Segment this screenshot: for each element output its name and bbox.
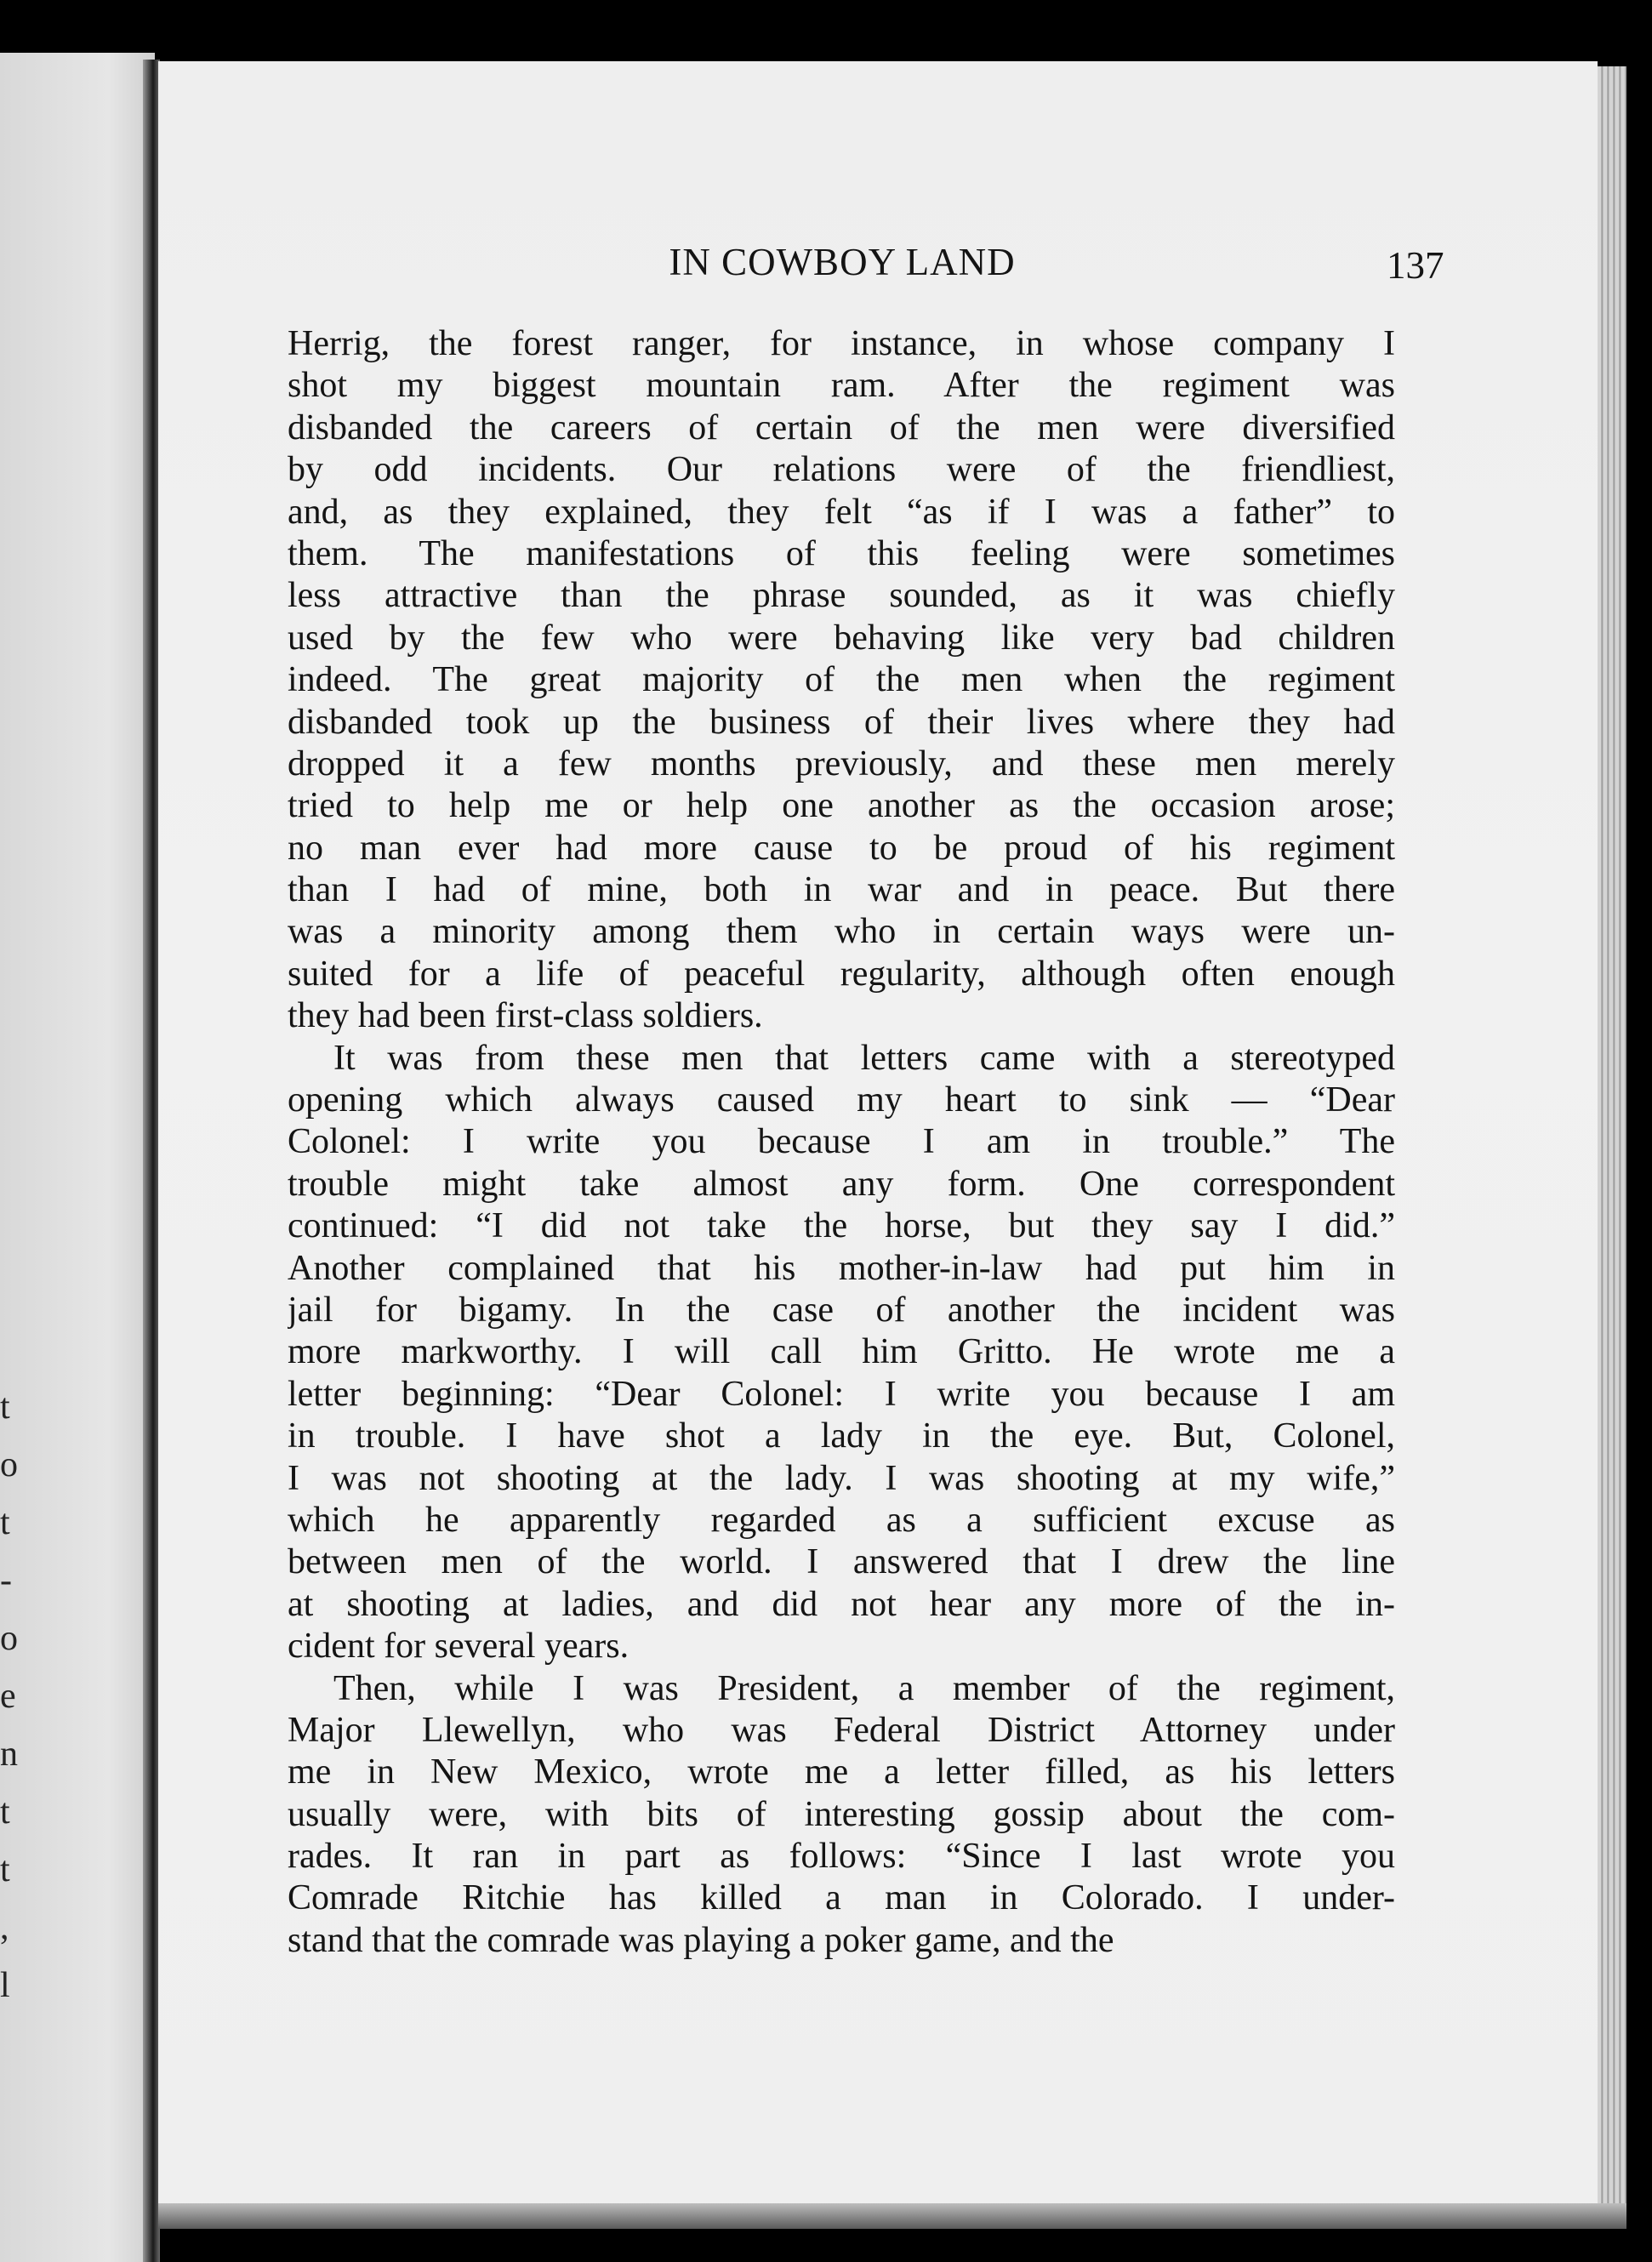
text-line: no man ever had more cause to be proud of his regiment: [288, 828, 1395, 868]
text-line: less attractive than the phrase sounded, as it was chiefly: [288, 576, 1395, 616]
text-line: usually were, with bits of interesting gossip about the com-: [288, 1794, 1395, 1834]
text-line: I was not shooting at the lady. I was shooting at my wife,”: [288, 1458, 1395, 1498]
text-line: stand that the comrade was playing a poker game, and the: [288, 1920, 1114, 1960]
margin-mark: o: [0, 1619, 18, 1658]
text-line: they had been first-class soldiers.: [288, 996, 763, 1036]
left-facing-page: [0, 53, 155, 2262]
text-line: Comrade Ritchie has killed a man in Colorado. I under-: [288, 1878, 1395, 1918]
margin-mark: t: [0, 1850, 10, 1889]
text-line: me in New Mexico, wrote me a letter filled, as his letters: [288, 1752, 1395, 1792]
text-line: them. The manifestations of this feeling were sometimes: [288, 533, 1395, 573]
text-line: than I had of mine, both in war and in peace. But there: [288, 870, 1395, 910]
text-line: Colonel: I write you because I am in trouble.” The: [288, 1122, 1395, 1162]
text-line: disbanded took up the business of their lives where they had: [288, 702, 1395, 742]
text-line: trouble might take almost any form. One correspondent: [288, 1164, 1395, 1204]
margin-mark: l: [0, 1966, 10, 2005]
text-line: by odd incidents. Our relations were of the friendliest,: [288, 450, 1395, 490]
margin-mark: e: [0, 1677, 16, 1716]
margin-mark: n: [0, 1735, 18, 1774]
body-text: [288, 323, 1395, 1962]
text-line: tried to help me or help one another as the occasion arose;: [288, 786, 1395, 826]
page-header: [289, 240, 1444, 291]
text-line: jail for bigamy. In the case of another the incident was: [288, 1290, 1395, 1330]
text-line: Major Llewellyn, who was Federal District Attorney under: [288, 1710, 1395, 1750]
text-line: dropped it a few months previously, and these men merely: [288, 744, 1395, 783]
margin-mark: t: [0, 1387, 10, 1427]
margin-mark: t: [0, 1792, 10, 1832]
text-line: opening which always caused my heart to sink — “Dear: [288, 1080, 1395, 1120]
page-number: 137: [1387, 244, 1444, 287]
text-line: It was from these men that letters came with a stereotyped: [333, 1038, 1395, 1078]
text-line: Then, while I was President, a member of the regiment,: [333, 1668, 1395, 1708]
text-line: more markworthy. I will call him Gritto. He wrote me a: [288, 1332, 1395, 1372]
page-stack-edge: [1598, 66, 1626, 2227]
text-line: disbanded the careers of certain of the men were diversified: [288, 407, 1395, 447]
text-line: shot my biggest mountain ram. After the regiment was: [288, 366, 1395, 406]
text-line: and, as they explained, they felt “as if I was a father” to: [288, 492, 1395, 532]
text-line: Herrig, the forest ranger, for instance, in whose company I: [288, 324, 1395, 363]
text-line: at shooting at ladies, and did not hear any more of the in-: [288, 1584, 1395, 1624]
running-head: IN COWBOY LAND: [669, 241, 1016, 283]
text-line: Another complained that his mother-in-law had put him in: [288, 1248, 1395, 1288]
margin-mark: o: [0, 1445, 18, 1484]
text-line: which he apparently regarded as a sufficient excuse as: [288, 1500, 1395, 1540]
book-gutter: [143, 60, 160, 2262]
left-page-margin-marks: [0, 1378, 18, 2005]
text-line: rades. It ran in part as follows: “Since I last wrote you: [288, 1837, 1395, 1877]
text-line: between men of the world. I answered that I drew the line: [288, 1542, 1395, 1582]
page-bottom-edge: [158, 2203, 1626, 2229]
text-line: used by the few who were behaving like very bad children: [288, 618, 1395, 658]
margin-mark: ,: [0, 1908, 9, 1947]
text-line: was a minority among them who in certain ways were un-: [288, 912, 1395, 952]
text-line: continued: “I did not take the horse, but they say I did.”: [288, 1206, 1395, 1246]
margin-mark: -: [0, 1561, 12, 1600]
text-line: suited for a life of peaceful regularity, although often enough: [288, 954, 1395, 994]
margin-mark: t: [0, 1503, 10, 1542]
text-line: letter beginning: “Dear Colonel: I write you because I am: [288, 1374, 1395, 1414]
text-line: in trouble. I have shot a lady in the eye. But, Colonel,: [288, 1416, 1395, 1456]
text-line: indeed. The great majority of the men when the regiment: [288, 660, 1395, 700]
text-line: cident for several years.: [288, 1627, 629, 1667]
